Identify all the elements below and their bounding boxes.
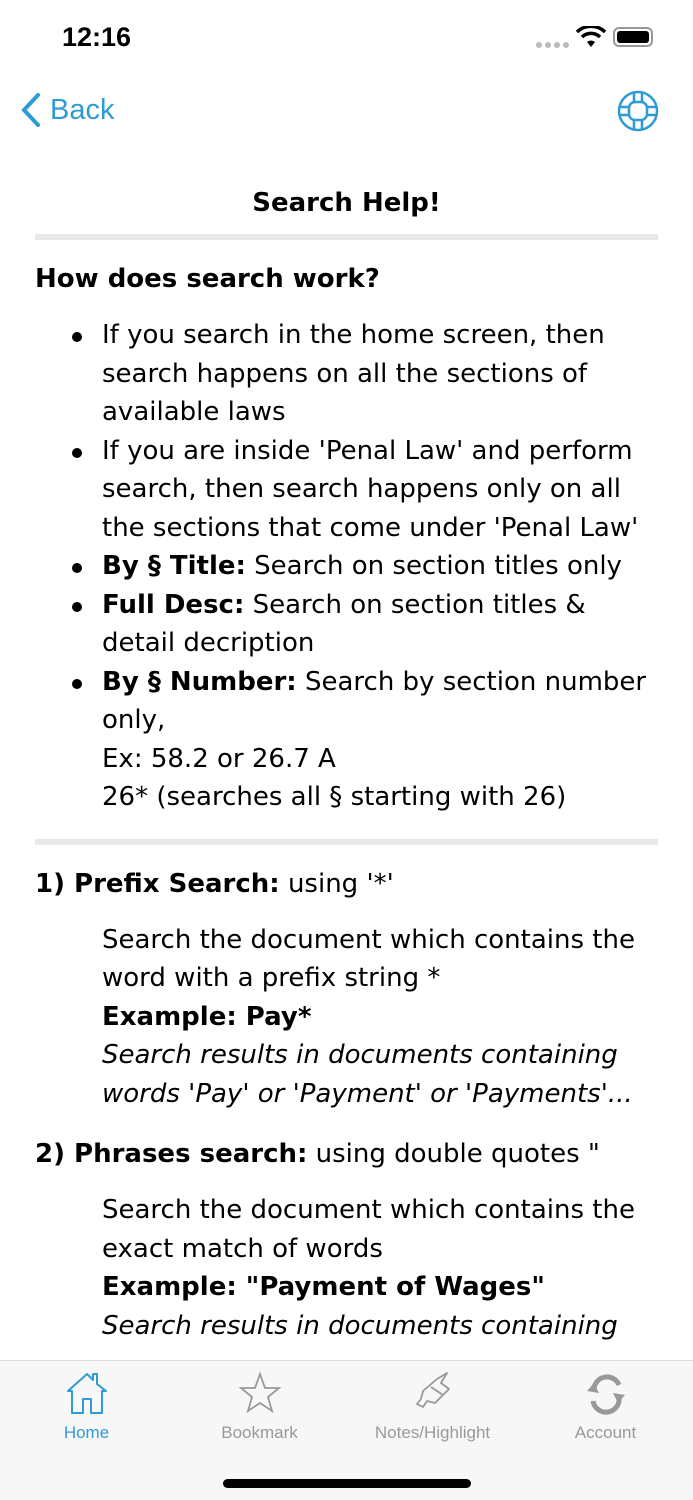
item-text: Search on section titles & detail decription — [102, 589, 586, 658]
item-example: Ex: 58.2 or 26.7 A — [102, 743, 336, 774]
list-item — [35, 432, 658, 548]
list-item — [35, 586, 658, 663]
section-text: using '*' — [279, 868, 394, 899]
tab-label: Bookmark — [221, 1423, 298, 1442]
section-example: Example: Pay* — [102, 1001, 312, 1032]
tab-label: Account — [574, 1423, 637, 1442]
prefix-search-section — [35, 855, 658, 1114]
sync-icon — [584, 1371, 628, 1415]
help-content — [35, 180, 658, 1357]
page-title: Search Help! — [252, 188, 441, 218]
tab-label: Home — [63, 1423, 110, 1442]
tab-bar — [0, 1360, 693, 1500]
divider — [35, 839, 658, 845]
item-text: Search by section number only, — [102, 666, 647, 735]
item-label: By § Number: — [102, 666, 297, 697]
section-desc: Search the document which contains the word with a prefix string * — [102, 924, 635, 993]
chevron-left-icon — [20, 92, 42, 128]
item-text: If you search in the home screen, then search happens on all the sections of available laws — [102, 320, 605, 427]
section-example: Example: "Payment of Wages" — [102, 1272, 545, 1302]
wifi-icon — [576, 26, 606, 48]
item-text: If you are inside 'Penal Law' and perform search, then search happens only on all the sections that come under 'Penal Law' — [102, 435, 639, 543]
section-result: Search results in documents containing — [102, 1310, 618, 1341]
section-desc: Search the document which contains the exact match of words — [102, 1195, 635, 1264]
list-item — [35, 663, 658, 817]
home-icon — [65, 1371, 109, 1415]
signal-icon — [536, 42, 569, 48]
highlighter-icon — [411, 1371, 455, 1415]
item-label: Full Desc: — [102, 589, 245, 620]
tab-label: Notes/Highlight — [374, 1423, 491, 1442]
back-label: Back — [50, 93, 115, 126]
section-heading: How does search work? — [35, 264, 380, 294]
status-time: 12:16 — [62, 22, 132, 52]
battery-icon — [613, 27, 653, 47]
list-item — [35, 316, 658, 432]
status-bar — [0, 0, 693, 70]
lifebuoy-icon[interactable] — [617, 90, 659, 132]
home-indicator[interactable] — [223, 1479, 471, 1488]
section-result: Search results in documents containing words 'Pay' or 'Payment' or 'Payments'... — [102, 1040, 633, 1109]
tab-bookmark[interactable] — [173, 1371, 346, 1443]
section-label: 2) Phrases search: — [35, 1139, 308, 1169]
tab-home[interactable] — [0, 1371, 173, 1443]
item-label: By § Title: — [102, 551, 246, 581]
phrase-search-section — [35, 1125, 658, 1345]
back-button[interactable] — [20, 92, 114, 128]
section-text: using double quotes " — [307, 1139, 600, 1169]
item-text: Search on section titles only — [245, 551, 622, 581]
item-example: 26* (searches all § starting with 26) — [102, 782, 567, 812]
tab-account[interactable] — [519, 1371, 692, 1443]
divider — [35, 234, 658, 240]
section-label: 1) Prefix Search: — [35, 868, 280, 899]
help-list — [35, 316, 658, 817]
list-item — [35, 547, 658, 586]
nav-bar — [0, 80, 693, 140]
tab-notes-highlight[interactable] — [346, 1371, 519, 1443]
star-icon — [238, 1371, 282, 1415]
